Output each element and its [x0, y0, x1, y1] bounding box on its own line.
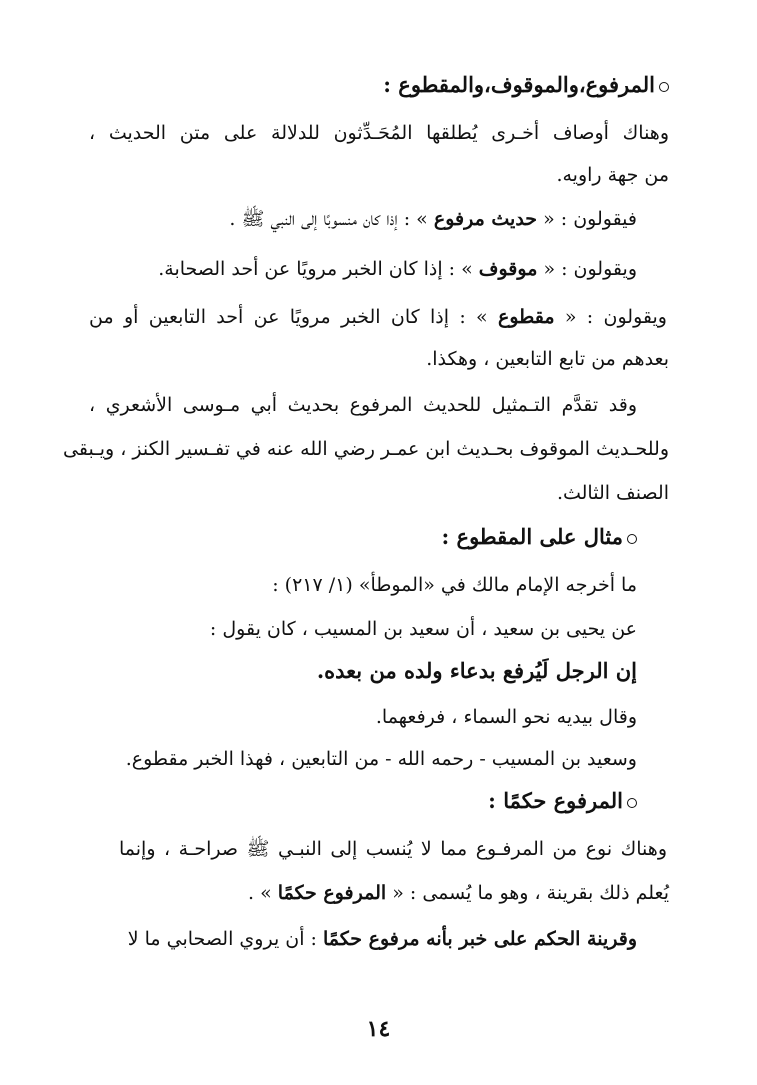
section-heading-marfu-mawquf-maqtu: المرفوع،والموقوف،والمقطوع : [383, 70, 669, 100]
paragraph-line: وللحـديث الموقوف بحـديث ابن عمـر رضي الله عنه في تفـسير الكنز ، ويـبقى [63, 438, 669, 460]
paragraph-line: وقرينة الحكم على خبر بأنه مرفوع حكمًا : أن يروي الصحابي ما لا [127, 928, 637, 950]
paragraph-line: من جهة راويه. [556, 164, 669, 186]
circle-bullet-icon [627, 534, 637, 544]
paragraph-line: بعدهم من تابع التابعين ، وهكذا. [426, 348, 669, 370]
definition-mawquf: ويقولون : « موقوف » : إذا كان الخبر مرويًا عن أحد الصحابة. [158, 258, 637, 280]
section-heading-maqtu-example: مثال على المقطوع : [441, 522, 637, 552]
term-maqtu: مقطوع [498, 306, 555, 328]
paragraph-line: يُعلم ذلك بقرينة ، وهو ما يُسمى : « المرفوع حكمًا » . [248, 882, 669, 904]
term-marfu: حديث مرفوع [433, 208, 538, 230]
term-mawquf: موقوف [478, 258, 538, 280]
paragraph-line: ما أخرجه الإمام مالك في «الموطأ» (١/ ٢١٧) : [272, 574, 637, 596]
definition-maqtu: ويقولون : « مقطوع » : إذا كان الخبر مرويًا عن أحد التابعين أو من [89, 306, 667, 328]
quoted-saying: إن الرجل لَيُرفع بدعاء ولده من بعده. [316, 658, 637, 683]
section-heading-marfu-hukman: المرفوع حكمًا : [488, 786, 637, 816]
paragraph-line: وهناك أوصاف أخـرى يُطلقها المُحَـدِّثون للدلالة على متن الحديث ، [89, 122, 669, 144]
page-number: ١٤ [366, 1016, 391, 1042]
paragraph-line: وسعيد بن المسيب - رحمه الله - من التابعين ، فهذا الخبر مقطوع. [125, 748, 637, 770]
circle-bullet-icon [659, 82, 669, 92]
paragraph-line: وقال بيديه نحو السماء ، فرفعهما. [375, 706, 637, 728]
paragraph-line: وهناك نوع من المرفـوع مما لا يُنسب إلى النبـي ﷺ صراحـة ، وإنما [119, 838, 667, 860]
paragraph-line: عن يحيى بن سعيد ، أن سعيد بن المسيب ، كان يقول : [209, 618, 637, 640]
paragraph-line: الصنف الثالث. [556, 482, 669, 504]
term-marfu-hukman: المرفوع حكمًا [277, 882, 387, 904]
definition-marfu: فيقولون : « حديث مرفوع » : إذا كان منسوبًا إلى النبي ﷺ . [229, 208, 637, 230]
circle-bullet-icon [627, 798, 637, 808]
term-qarinat-alhukm: وقرينة الحكم على خبر بأنه مرفوع حكمًا [323, 928, 637, 950]
paragraph-line: وقد تقدَّم التـمثيل للحديث المرفوع بحديث أبي مـوسى الأشعري ، [89, 394, 637, 416]
